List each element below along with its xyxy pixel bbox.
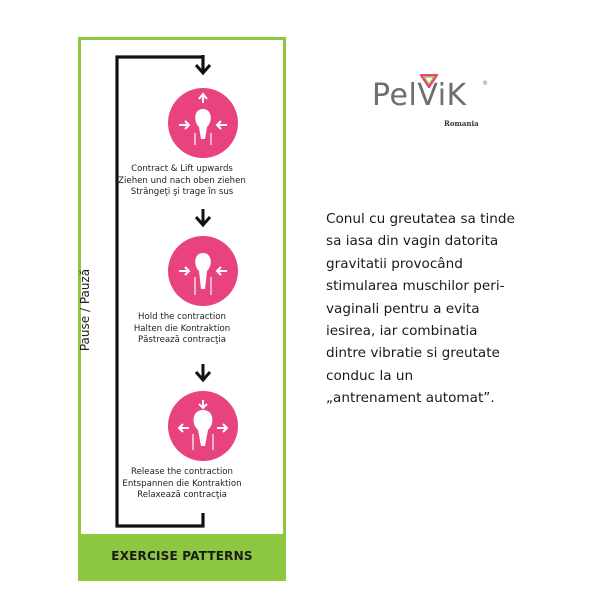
pelvik-logo (372, 74, 492, 132)
exercise-panel (78, 37, 286, 581)
hold-contraction-icon (167, 235, 239, 307)
step-release (81, 390, 283, 502)
step-text: Hold the contraction Halten die Kontraktion Păstrează contracţia (133, 312, 231, 345)
logo-wordmark: PelViK (372, 78, 467, 113)
logo-registered: ® (482, 80, 488, 87)
description-text: Conul cu greutatea sa tinde sa iasa din vagin datorita gravitatii provocând stimularea muschilor peri- vaginali pentru a evita iesirea, iar combinatia dintre vibratie si greutate conduc la un „antrenament automat”. (326, 211, 515, 407)
pause-label: Pause / Pauză (78, 268, 92, 352)
release-contraction-icon (167, 390, 239, 462)
logo-subtitle: Romania (444, 119, 479, 128)
contract-lift-icon (167, 87, 239, 159)
step-contract (81, 87, 283, 199)
step-text: Contract & Lift upwards Ziehen und nach oben ziehen Strângeţi şi trage în sus (118, 164, 246, 197)
footer-label: EXERCISE PATTERNS (111, 549, 253, 563)
logo-triangle-icon (420, 74, 438, 88)
step-text: Release the contraction Entspannen die Kontraktion Relaxează contracţia (122, 467, 242, 500)
step-hold (81, 235, 283, 347)
footer-bar (81, 534, 283, 578)
